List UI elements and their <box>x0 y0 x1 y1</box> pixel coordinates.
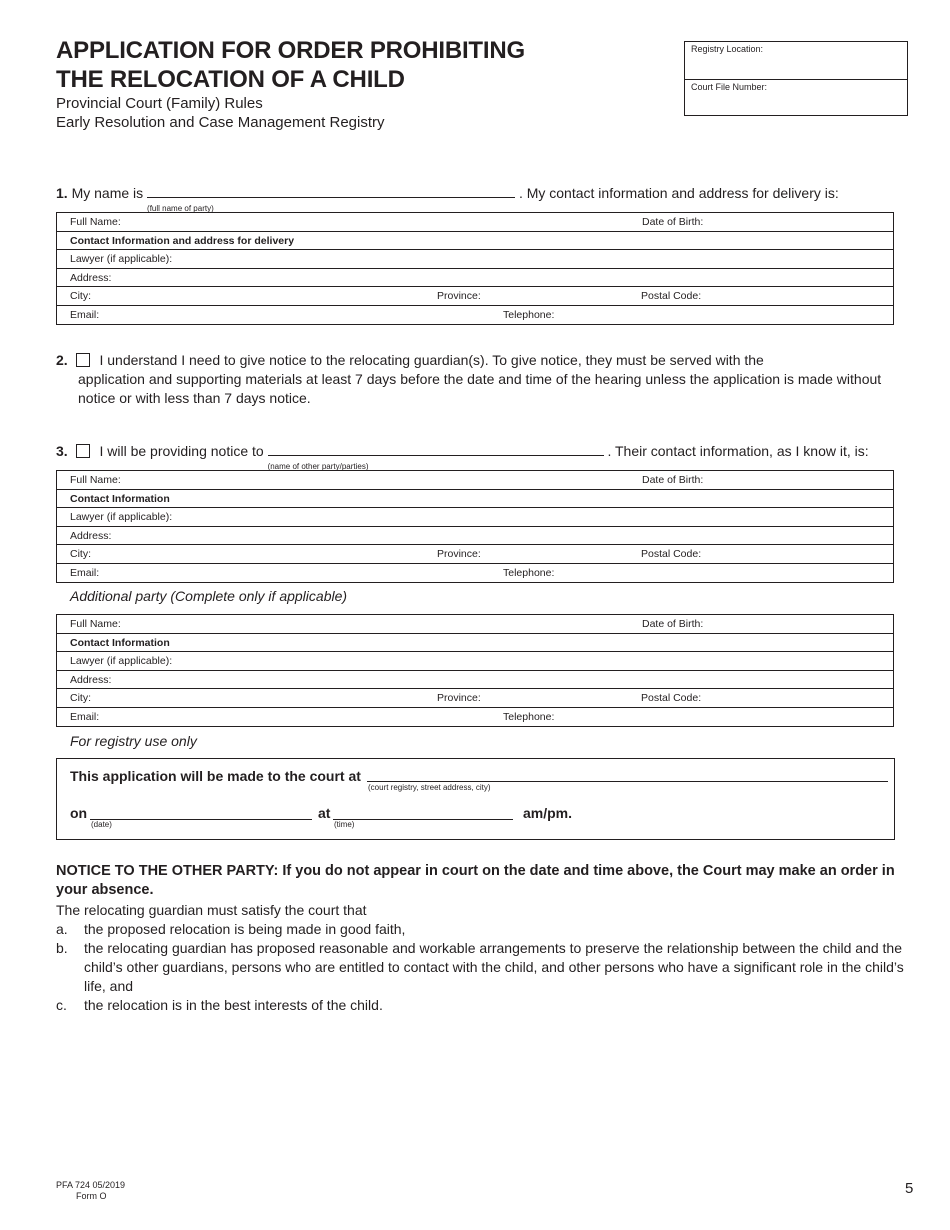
on-label: on <box>70 805 88 821</box>
form-name: Form O <box>76 1191 107 1201</box>
section-1-statement <box>56 184 906 213</box>
table-row <box>57 563 894 582</box>
lawyer-field[interactable] <box>57 508 894 527</box>
telephone-label: Telephone: <box>503 308 555 321</box>
table-row <box>57 268 894 287</box>
section-2-number: 2. <box>56 352 68 368</box>
date-of-birth-label: Date of Birth: <box>642 618 704 630</box>
notice-item-letter: b. <box>56 940 68 956</box>
table-row <box>57 213 894 232</box>
notice-intro: The relocating guardian must satisfy the court that <box>56 902 367 918</box>
province-label: Province: <box>437 692 481 705</box>
province-label: Province: <box>437 548 481 561</box>
notice-section <box>56 862 906 1015</box>
notice-item-text: the relocation is in the best interests of the child. <box>84 997 383 1013</box>
full-name-label: Full Name: <box>70 474 121 486</box>
section-2-line1: I understand I need to give notice to the relocating guardian(s). To give notice, they must be served with the <box>99 352 764 368</box>
address-field[interactable] <box>57 268 894 287</box>
email-label: Email: <box>70 710 100 723</box>
form-subtitle-rules: Provincial Court (Family) Rules <box>56 95 263 112</box>
notice-item <box>56 996 906 1015</box>
table-row <box>57 231 894 250</box>
page-number: 5 <box>905 1180 914 1197</box>
table-row <box>57 545 894 564</box>
court-file-number-field[interactable] <box>685 79 907 116</box>
additional-party-label: Additional party (Complete only if applicable) <box>70 588 348 604</box>
address-label: Address: <box>70 529 112 542</box>
form-title-line2: THE RELOCATION OF A CHILD <box>56 66 405 93</box>
table-row <box>57 689 894 708</box>
telephone-label: Telephone: <box>503 710 555 723</box>
section-3-number: 3. <box>56 443 68 459</box>
city-province-postal-field[interactable] <box>57 287 894 306</box>
ampm-label: am/pm. <box>523 805 573 821</box>
other-party-contact-table <box>56 470 894 583</box>
form-footer <box>56 1180 125 1202</box>
city-label: City: <box>70 692 91 705</box>
additional-party-contact-table <box>56 614 894 727</box>
address-label: Address: <box>70 271 112 284</box>
section-3-trail: . Their contact information, as I know it, is: <box>607 443 869 459</box>
table-row <box>57 471 894 490</box>
table-row <box>57 670 894 689</box>
postal-code-label: Postal Code: <box>641 290 702 303</box>
lawyer-label: Lawyer (if applicable): <box>70 253 173 266</box>
email-label: Email: <box>70 308 100 321</box>
providing-notice-checkbox[interactable] <box>76 444 90 458</box>
registry-use-label: For registry use only <box>70 733 197 749</box>
section-1-trail: . My contact information and address for delivery is: <box>518 185 839 201</box>
registry-location-label: Registry Location: <box>691 44 764 54</box>
court-hearing-box <box>56 758 895 840</box>
form-title <box>56 36 525 94</box>
section-3-lead: I will be providing notice to <box>99 443 264 459</box>
table-heading-cell <box>57 633 894 652</box>
date-caption: (date) <box>91 820 112 829</box>
table-row <box>57 526 894 545</box>
city-province-postal-field[interactable] <box>57 689 894 708</box>
notice-item <box>56 920 906 939</box>
email-telephone-field[interactable] <box>57 707 894 726</box>
party-name-input[interactable] <box>147 184 515 213</box>
at-label: at <box>318 805 331 821</box>
address-label: Address: <box>70 673 112 686</box>
city-label: City: <box>70 548 91 561</box>
court-file-number-label: Court File Number: <box>691 82 768 92</box>
section-2-line2: application and supporting materials at least 7 days before the date and time of the hearing unless the application is made without <box>78 371 882 387</box>
address-field[interactable] <box>57 526 894 545</box>
hearing-date-input[interactable] <box>90 805 312 820</box>
table-row <box>57 250 894 269</box>
contact-heading: Contact Information <box>70 636 170 649</box>
city-province-postal-field[interactable] <box>57 545 894 564</box>
email-telephone-field[interactable] <box>57 305 894 324</box>
notice-heading: NOTICE TO THE OTHER PARTY: If you do not appear in court on the date and time above, the Court may make an order in your absence. <box>56 863 895 898</box>
table-row <box>57 305 894 324</box>
contact-heading: Contact Information <box>70 492 170 505</box>
full-name-field[interactable] <box>57 471 894 490</box>
contact-heading: Contact Information and address for delivery <box>70 234 295 247</box>
court-location-input[interactable] <box>367 767 888 782</box>
date-of-birth-label: Date of Birth: <box>642 474 704 486</box>
date-of-birth-label: Date of Birth: <box>642 216 704 228</box>
notice-item-letter: a. <box>56 921 68 937</box>
registry-location-field[interactable] <box>685 42 907 79</box>
section-1-lead: My name is <box>71 185 144 201</box>
party-contact-table <box>56 212 894 325</box>
table-row <box>57 707 894 726</box>
court-location-lead: This application will be made to the court at <box>70 768 361 784</box>
form-subtitle-registry: Early Resolution and Case Management Registry <box>56 114 385 131</box>
lawyer-field[interactable] <box>57 652 894 671</box>
notice-item-text: the relocating guardian has proposed reasonable and workable arrangements to preserve the relationship between the child and the child’s other guardians, persons who are entitled to contact with the child, and other persons who have a significant role in the child’s life, and <box>84 940 904 994</box>
section-1-number: 1. <box>56 185 68 201</box>
full-name-label: Full Name: <box>70 618 121 630</box>
notice-item <box>56 939 906 996</box>
table-row <box>57 633 894 652</box>
full-name-field[interactable] <box>57 213 894 232</box>
other-party-name-caption: (name of other party/parties) <box>267 462 369 471</box>
section-2-line3: notice or with less than 7 days notice. <box>78 390 311 406</box>
time-caption: (time) <box>334 820 355 829</box>
full-name-label: Full Name: <box>70 216 121 228</box>
party-name-caption: (full name of party) <box>147 204 214 213</box>
court-location-caption: (court registry, street address, city) <box>368 783 491 792</box>
lawyer-label: Lawyer (if applicable): <box>70 655 173 668</box>
notice-item-text: the proposed relocation is being made in good faith, <box>84 921 406 937</box>
email-label: Email: <box>70 566 100 579</box>
registry-info-box <box>684 41 908 116</box>
province-label: Province: <box>437 290 481 303</box>
table-heading-cell <box>57 231 894 250</box>
lawyer-field[interactable] <box>57 250 894 269</box>
email-telephone-field[interactable] <box>57 563 894 582</box>
table-row <box>57 615 894 634</box>
form-code: PFA 724 05/2019 <box>56 1180 126 1190</box>
section-2-statement <box>56 351 906 408</box>
hearing-time-input[interactable] <box>333 805 513 820</box>
city-label: City: <box>70 290 91 303</box>
telephone-label: Telephone: <box>503 566 555 579</box>
table-row <box>57 652 894 671</box>
postal-code-label: Postal Code: <box>641 692 702 705</box>
table-row <box>57 287 894 306</box>
form-title-line1: APPLICATION FOR ORDER PROHIBITING <box>56 37 525 64</box>
notice-understanding-checkbox[interactable] <box>76 353 90 367</box>
full-name-field[interactable] <box>57 615 894 634</box>
postal-code-label: Postal Code: <box>641 548 702 561</box>
table-heading-cell <box>57 489 894 508</box>
table-row <box>57 489 894 508</box>
lawyer-label: Lawyer (if applicable): <box>70 511 173 524</box>
section-3-statement <box>56 442 906 471</box>
other-party-name-input[interactable] <box>267 442 604 471</box>
table-row <box>57 508 894 527</box>
address-field[interactable] <box>57 670 894 689</box>
notice-item-letter: c. <box>56 997 67 1013</box>
